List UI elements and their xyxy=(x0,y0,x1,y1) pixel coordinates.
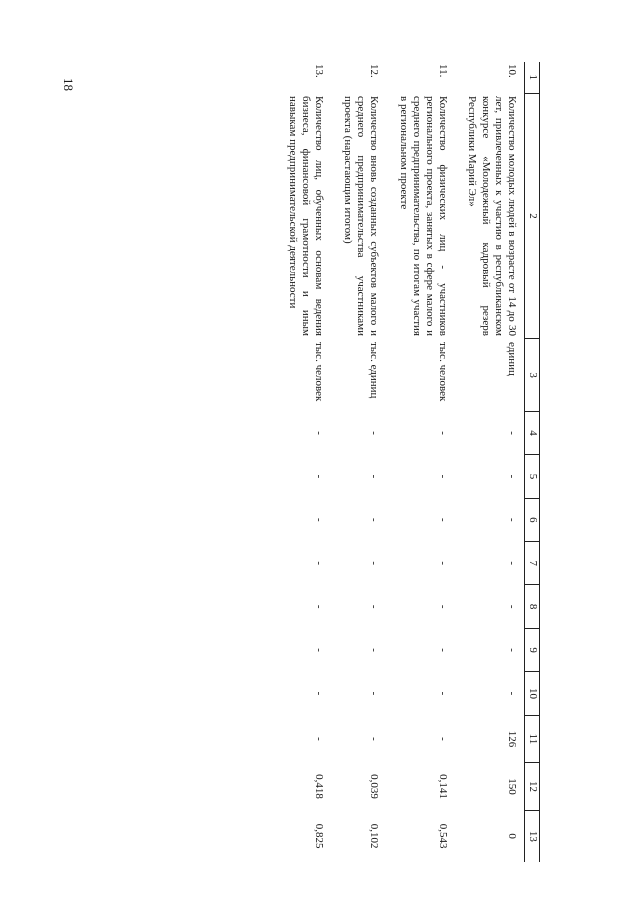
rotated-table-wrapper xyxy=(104,62,540,862)
value-cell: - xyxy=(312,474,325,479)
table-row xyxy=(455,62,524,862)
value-cell: - xyxy=(312,604,325,609)
row-number: 13. xyxy=(312,64,325,78)
column-header: 11 xyxy=(525,715,540,763)
value-cell: - xyxy=(368,431,381,435)
value-cell: 126 xyxy=(506,730,518,748)
value-cell: - xyxy=(506,561,518,566)
column-header: 7 xyxy=(525,542,540,585)
value-cell: 0,825 xyxy=(312,823,325,849)
value-cell: 150 xyxy=(506,778,518,795)
column-header: 13 xyxy=(525,810,540,862)
value-cell: - xyxy=(312,691,325,696)
row-number: 12. xyxy=(368,64,381,78)
unit-cell: тыс. единиц xyxy=(368,341,381,399)
value-cell: - xyxy=(312,561,325,566)
value-cell: - xyxy=(437,431,450,435)
value-cell: - xyxy=(506,691,518,696)
indicators-table xyxy=(275,62,540,862)
value-cell: - xyxy=(368,474,381,479)
value-cell: 0,543 xyxy=(437,823,450,849)
value-cell: - xyxy=(506,648,518,652)
column-header: 5 xyxy=(525,455,540,498)
unit-cell: тыс. человек xyxy=(312,341,325,402)
table-row xyxy=(275,62,331,862)
value-cell: - xyxy=(312,648,325,652)
indicator-name: Количество лиц, обученных основам ведения бизнеса, финансовой грамотности и иным навыкам предпринимательской деятельности xyxy=(286,96,325,336)
value-cell: - xyxy=(368,604,381,609)
value-cell: - xyxy=(312,518,325,522)
indicator-name: Количество вновь созданных субъектов малого и среднего предпринимательства участниками проекта (нарастающим итогом) xyxy=(342,96,381,336)
column-header: 4 xyxy=(525,411,540,454)
column-header: 6 xyxy=(525,498,540,541)
value-cell: - xyxy=(437,518,450,522)
column-header: 12 xyxy=(525,763,540,811)
page-number: 18 xyxy=(61,78,76,91)
column-header: 1 xyxy=(525,62,540,93)
value-cell: - xyxy=(368,648,381,652)
value-cell: - xyxy=(437,691,450,696)
indicator-name: Количество физических лиц - участников регионального проекта, занятых в сфере малого и среднего предпринимательства, по итогам участия в региональном проекте xyxy=(397,96,450,336)
value-cell: 0,418 xyxy=(312,774,325,799)
value-cell: 0,141 xyxy=(437,774,450,799)
value-cell: - xyxy=(437,604,450,609)
value-cell: - xyxy=(368,518,381,522)
value-cell: 0,039 xyxy=(368,774,381,799)
unit-cell: тыс. человек xyxy=(437,341,450,402)
value-cell: - xyxy=(437,474,450,479)
header-row xyxy=(525,62,540,862)
value-cell: - xyxy=(506,431,518,435)
value-cell: - xyxy=(312,431,325,435)
value-cell: - xyxy=(437,561,450,566)
value-cell: - xyxy=(368,561,381,566)
value-cell: - xyxy=(368,691,381,696)
value-cell: - xyxy=(368,737,381,741)
table-row xyxy=(331,62,387,862)
table-row xyxy=(387,62,456,862)
value-cell: - xyxy=(312,737,325,741)
value-cell: - xyxy=(506,518,518,522)
indicator-name: Количество молодых людей в возрасте от 14 до 30 лет, привлеченных к участию в республиканском конкурсе «Молодежный кадровый резерв Республики Марий Эл» xyxy=(466,96,518,336)
column-header: 3 xyxy=(525,339,540,411)
value-cell: - xyxy=(506,474,518,479)
value-cell: - xyxy=(506,604,518,609)
unit-cell: единиц xyxy=(506,341,518,376)
value-cell: - xyxy=(437,648,450,652)
column-header: 10 xyxy=(525,672,540,715)
row-number: 11. xyxy=(437,64,450,78)
column-header: 8 xyxy=(525,585,540,628)
value-cell: - xyxy=(437,737,450,741)
value-cell: 0 xyxy=(506,833,518,839)
column-header: 2 xyxy=(525,93,540,339)
value-cell: 0,102 xyxy=(368,823,381,849)
column-header: 9 xyxy=(525,628,540,671)
row-number: 10. xyxy=(506,64,518,78)
